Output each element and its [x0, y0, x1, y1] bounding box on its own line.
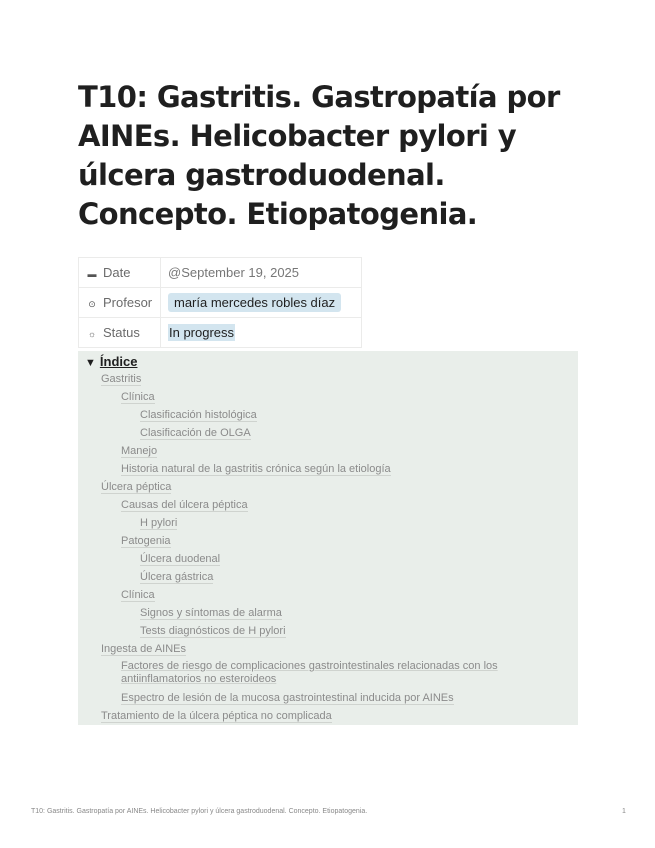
toc-item[interactable] [121, 391, 155, 404]
property-key [79, 318, 161, 348]
toc-item[interactable] [121, 463, 391, 476]
property-key [79, 288, 161, 318]
toc-link[interactable]: Factores de riesgo de complicaciones gastrointestinales relacionadas con los antiinflamatorios no esteroideos [121, 660, 498, 685]
property-key-label: Profesor [103, 295, 153, 310]
toc-link[interactable]: Espectro de lesión de la mucosa gastrointestinal inducida por AINEs [121, 692, 454, 704]
page-number: 1 [622, 808, 626, 815]
toc-link[interactable]: Clínica [121, 589, 155, 601]
date-value: @September 19, 2025 [168, 265, 300, 280]
property-key [79, 258, 161, 288]
toc-item[interactable] [121, 445, 157, 458]
toc-link[interactable]: Úlcera péptica [101, 481, 172, 493]
toc-link[interactable]: Manejo [121, 445, 158, 457]
property-row-profesor [79, 288, 362, 318]
toc-link[interactable]: Gastritis [101, 373, 142, 385]
property-key-label: Status [103, 325, 140, 340]
toc-link[interactable]: Clasificación histológica [140, 409, 257, 421]
toc-link[interactable]: Clasificación de OLGA [140, 427, 251, 439]
toc-link[interactable]: Historia natural de la gastritis crónica según la etiología [121, 463, 391, 475]
toc-link[interactable]: Úlcera duodenal [140, 553, 221, 565]
toc-link[interactable]: Tests diagnósticos de H pylori [140, 625, 286, 637]
property-value[interactable] [161, 318, 362, 348]
property-key-label: Date [103, 265, 131, 280]
toc-toggle-block [78, 351, 578, 725]
toggle-triangle-icon[interactable]: ▼ [85, 357, 96, 369]
toc-item[interactable] [140, 553, 220, 566]
toc-item[interactable] [121, 499, 248, 512]
property-value[interactable] [161, 258, 362, 288]
calendar-icon: ▬ [87, 269, 97, 279]
toc-link[interactable]: Causas del úlcera péptica [121, 499, 248, 511]
toc-item[interactable] [101, 710, 332, 723]
properties-table [78, 257, 362, 348]
toc-link[interactable]: Patogenia [121, 535, 171, 547]
toc-link[interactable]: Úlcera gástrica [140, 571, 214, 583]
toc-link[interactable]: Ingesta de AINEs [101, 643, 186, 655]
page-title: T10: Gastritis. Gastropatía por AINEs. Helicobacter pylori y úlcera gastroduodenal. Concepto. Etiopatogenia. [78, 80, 560, 231]
toc-item[interactable] [121, 589, 155, 602]
toc-item[interactable] [101, 481, 171, 494]
toc-link[interactable]: Tratamiento de la úlcera péptica no complicada [101, 710, 332, 722]
toc-toggle[interactable] [85, 354, 137, 369]
property-row-date [79, 258, 362, 288]
toc-item[interactable] [140, 571, 213, 584]
person-icon: ⊙ [88, 299, 96, 309]
toc-heading: Índice [99, 354, 138, 369]
toc-item[interactable] [140, 517, 177, 530]
toc-item[interactable] [140, 625, 286, 638]
toc-link[interactable]: Signos y síntomas de alarma [140, 607, 282, 619]
toc-item[interactable] [121, 692, 454, 705]
profesor-tag[interactable]: maría mercedes robles díaz [168, 293, 341, 312]
toc-item[interactable] [101, 373, 141, 386]
status-icon: ☼ [87, 329, 97, 339]
toc-item[interactable] [121, 660, 561, 686]
toc-link[interactable]: Clínica [121, 391, 155, 403]
page-footer: T10: Gastritis. Gastropatía por AINEs. Helicobacter pylori y úlcera gastroduodenal. Concepto. Etiopatogenia. [31, 808, 368, 815]
toc-link[interactable]: H pylori [140, 517, 178, 529]
toc-item[interactable] [140, 607, 282, 620]
toc-item[interactable] [121, 535, 171, 548]
toc-item[interactable] [140, 427, 251, 440]
property-row-status [79, 318, 362, 348]
toc-item[interactable] [101, 643, 186, 656]
property-value[interactable] [161, 288, 362, 318]
status-badge[interactable]: In progress [169, 325, 235, 340]
toc-item[interactable] [140, 409, 257, 422]
